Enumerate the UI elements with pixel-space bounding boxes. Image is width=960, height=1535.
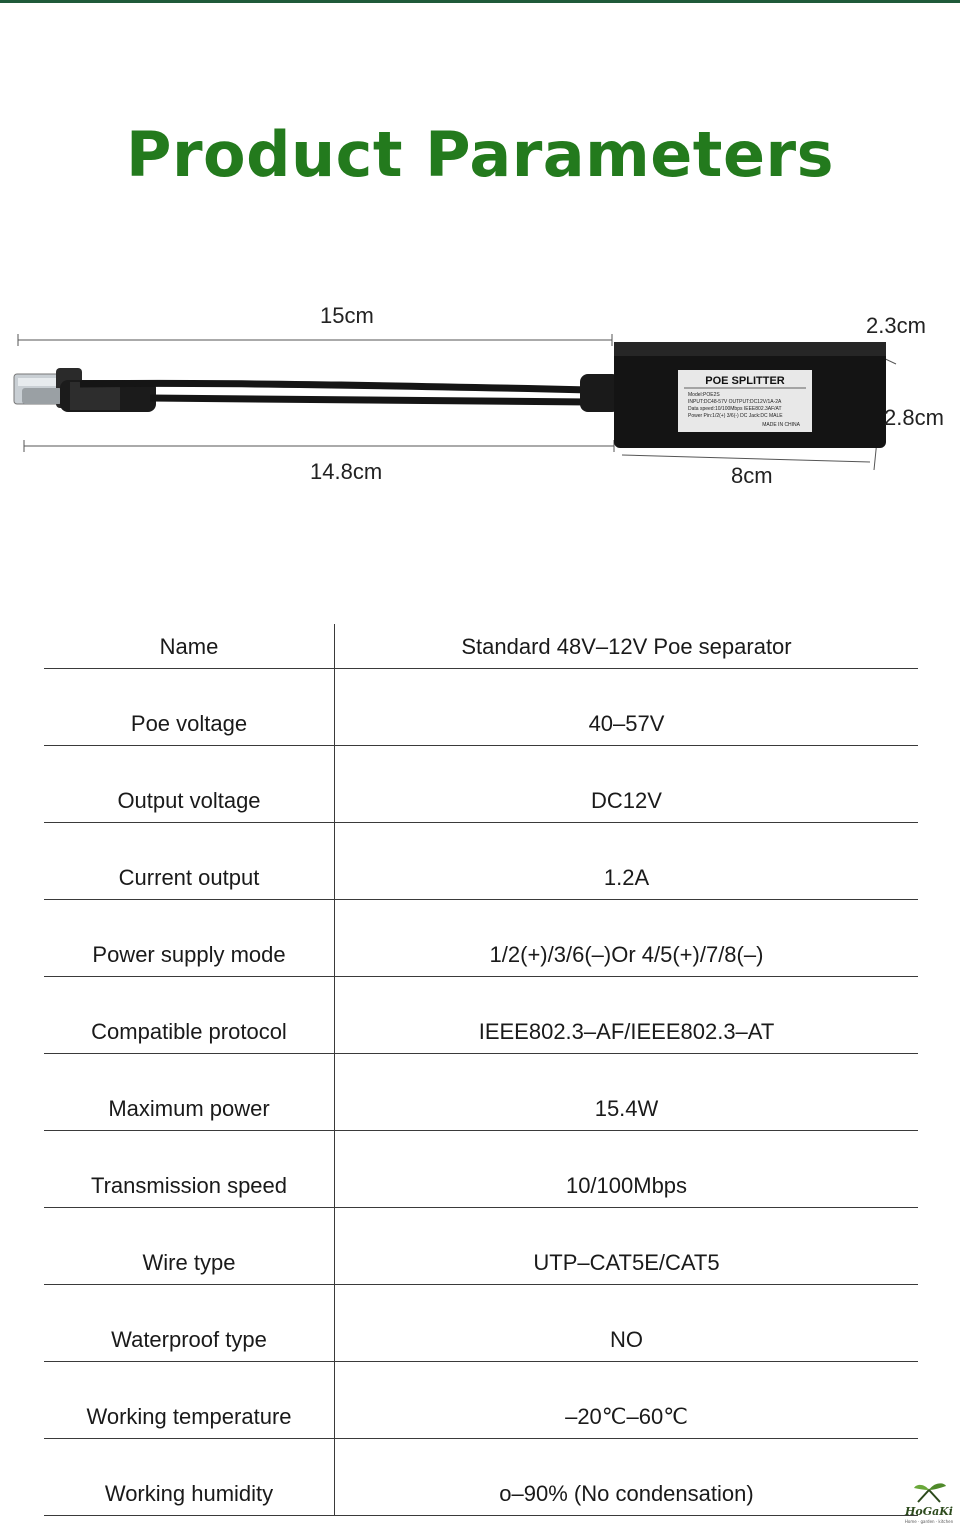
product-diagram: [0, 290, 960, 500]
label-title: POE SPLITTER: [705, 375, 785, 387]
param-name: Poe voltage: [44, 669, 335, 746]
param-value: Standard 48V–12V Poe separator: [335, 624, 919, 669]
page-title: Product Parameters: [126, 118, 834, 191]
param-value: 1/2(+)/3/6(–)Or 4/5(+)/7/8(–): [335, 900, 919, 977]
table-row: [44, 900, 918, 977]
label-line-1: Model:POE2S: [688, 392, 720, 398]
param-name: Current output: [44, 823, 335, 900]
param-value: 1.2A: [335, 823, 919, 900]
dim-cable-bottom: 14.8cm: [310, 459, 383, 484]
param-name: Output voltage: [44, 746, 335, 823]
param-value: NO: [335, 1285, 919, 1362]
param-value: IEEE802.3–AF/IEEE802.3–AT: [335, 977, 919, 1054]
table-row: [44, 1285, 918, 1362]
label-line-2: INPUT:DC48-57V OUTPUT:DC12V/1A-2A: [688, 399, 782, 405]
table-row: [44, 1131, 918, 1208]
label-line-4: Power Pin:1/2(+) 3/6(-) DC Jack:DC MALE: [688, 413, 783, 419]
parameters-table-body: [44, 624, 918, 1516]
table-row: [44, 823, 918, 900]
param-value: DC12V: [335, 746, 919, 823]
param-value: o–90% (No condensation): [335, 1439, 919, 1516]
leaf-house-icon: [898, 1480, 960, 1506]
table-row: [44, 746, 918, 823]
param-name: Waterproof type: [44, 1285, 335, 1362]
dim-box-length: 8cm: [731, 463, 773, 488]
logo-text: HoGaKi: [905, 1505, 953, 1518]
table-row: [44, 977, 918, 1054]
param-name: Compatible protocol: [44, 977, 335, 1054]
param-name: Name: [44, 624, 335, 669]
param-value: –20℃–60℃: [335, 1362, 919, 1439]
dim-cable-top: 15cm: [320, 303, 374, 328]
param-value: UTP–CAT5E/CAT5: [335, 1208, 919, 1285]
table-row: [44, 1439, 918, 1516]
label-line-5: MADE IN CHINA: [762, 422, 800, 428]
logo-tagline: Home · garden · kitchen: [904, 1519, 954, 1524]
param-name: Wire type: [44, 1208, 335, 1285]
param-value: 10/100Mbps: [335, 1131, 919, 1208]
table-row: [44, 624, 918, 669]
parameters-table: [44, 624, 918, 1516]
table-row: [44, 669, 918, 746]
table-row: [44, 1362, 918, 1439]
table-row: [44, 1054, 918, 1131]
param-value: 15.4W: [335, 1054, 919, 1131]
table-row: [44, 1208, 918, 1285]
param-name: Power supply mode: [44, 900, 335, 977]
param-name: Working temperature: [44, 1362, 335, 1439]
param-name: Maximum power: [44, 1054, 335, 1131]
label-line-3: Data speed:10/100Mbps IEEE802.3AF/AT: [688, 406, 782, 412]
poe-splitter-illustration: [0, 290, 960, 500]
dim-box-width: 2.3cm: [866, 313, 926, 338]
brand-logo: [898, 1480, 960, 1535]
param-name: Transmission speed: [44, 1131, 335, 1208]
dim-box-height: 2.8cm: [884, 405, 944, 430]
param-name: Working humidity: [44, 1439, 335, 1516]
top-accent-bar: [0, 0, 960, 3]
param-value: 40–57V: [335, 669, 919, 746]
